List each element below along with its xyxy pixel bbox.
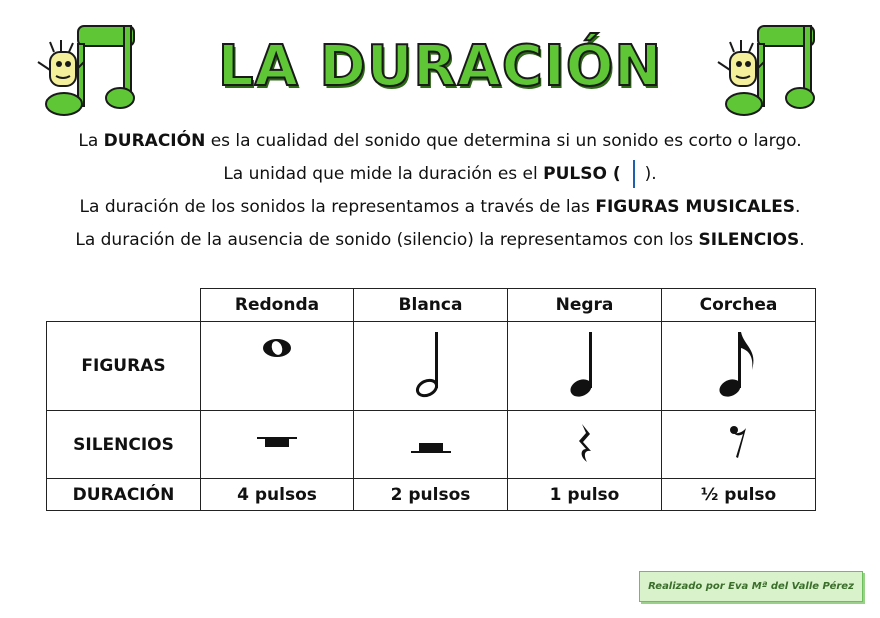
cell-redonda-rest: [201, 411, 354, 479]
duration-negra: 1 pulso: [508, 479, 662, 511]
eighth-rest-icon: [724, 420, 754, 470]
column-header-blanca: Blanca: [354, 289, 508, 322]
page-title: LA DURACIÓN: [217, 34, 663, 99]
quarter-rest-icon: [570, 420, 600, 470]
cell-corchea-rest: [662, 411, 816, 479]
intro-line-pulso: La unidad que mide la duración es el PULSO ( ).: [0, 159, 880, 192]
cell-negra-rest: [508, 411, 662, 479]
cell-redonda-figure: [201, 322, 354, 411]
cell-corchea-figure: [662, 322, 816, 411]
column-header-negra: Negra: [508, 289, 662, 322]
cell-negra-figure: [508, 322, 662, 411]
half-rest-icon: [409, 425, 453, 465]
whole-rest-icon: [255, 425, 299, 465]
duration-table: [46, 288, 816, 511]
eighth-note-icon: [714, 326, 764, 406]
column-header-redonda: Redonda: [201, 289, 354, 322]
intro-text: [0, 126, 880, 258]
table-row-figuras: [47, 322, 816, 411]
table-header-row: [47, 289, 816, 322]
column-header-corchea: Corchea: [662, 289, 816, 322]
intro-line-silencios: La duración de la ausencia de sonido (silencio) la representamos con los SILENCIOS.: [75, 230, 805, 250]
cell-blanca-figure: [354, 322, 508, 411]
row-label-silencios: SILENCIOS: [47, 411, 201, 479]
half-note-icon: [411, 326, 451, 406]
whole-note-icon: [257, 326, 297, 406]
table-row-silencios: [47, 411, 816, 479]
author-credit-badge: Realizado por Eva Mª del Valle Pérez: [639, 571, 863, 602]
intro-line-duracion: La DURACIÓN es la cualidad del sonido que determina si un sonido es corto o largo.: [78, 131, 802, 151]
row-label-figuras: FIGURAS: [47, 322, 201, 411]
table-corner: [47, 289, 201, 322]
duration-corchea: ½ pulso: [662, 479, 816, 511]
quarter-note-icon: [565, 326, 605, 406]
row-label-duracion: DURACIÓN: [47, 479, 201, 511]
duration-blanca: 2 pulsos: [354, 479, 508, 511]
intro-line-figuras: La duración de los sonidos la representamos a través de las FIGURAS MUSICALES.: [79, 197, 801, 217]
cartoon-note-right-icon: [714, 18, 824, 118]
cell-blanca-rest: [354, 411, 508, 479]
duration-redonda: 4 pulsos: [201, 479, 354, 511]
pulse-mark-icon: [633, 160, 635, 188]
table-row-duracion: [47, 479, 816, 511]
